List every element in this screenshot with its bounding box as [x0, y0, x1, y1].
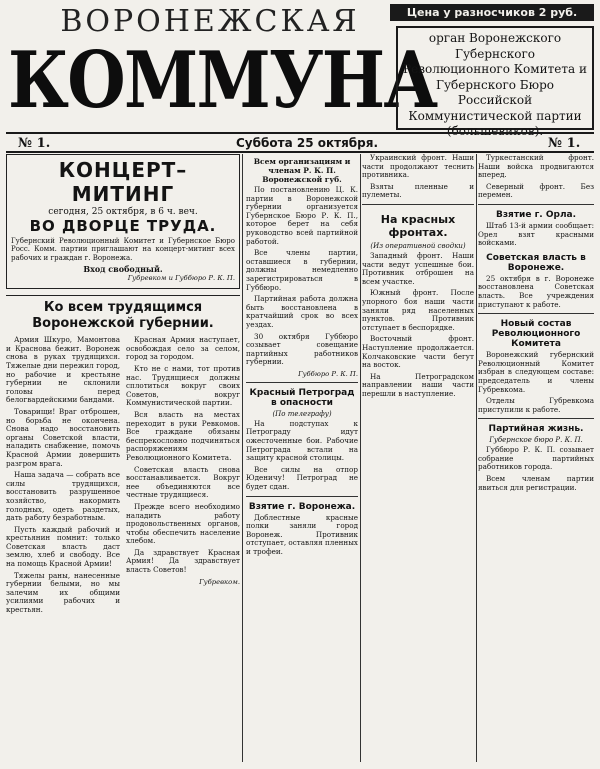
- paragraph: Штаб 13-й армии сообщает: Орел взят красными войсками.: [478, 220, 594, 248]
- paragraph: Партийная работа должна быть восстановлена в кратчайший срок во всех уездах.: [246, 294, 358, 329]
- price-banner: Цена у разносчиков 2 руб.: [390, 4, 594, 21]
- column-2: [246, 154, 358, 762]
- paragraph: Армия Шкуро, Мамонтова и Краснова бежит. Воронеж снова в руках трудящихся. Тяжелые дни пережил город, но рабочие и крестьяне губернии не склонили головы перед белогвардейскими бандами.: [6, 335, 120, 405]
- concert-place: ВО ДВОРЦЕ ТРУДА.: [29, 217, 217, 235]
- party-notice-headline: Всем организациям и членам Р. К. П. Воронежской губ.: [253, 157, 351, 184]
- lead-article-left: [6, 336, 120, 617]
- paragraph: Воронежский губернский Революционный Комитет избран в следующем составе: председатель и члены Губревкома.: [478, 350, 594, 394]
- paragraph: 30 октября Губбюро созывает совещание партийных работников губернии.: [246, 331, 358, 367]
- lead-article-body: [6, 336, 240, 617]
- paragraph: Все силы на отпор Юденичу! Петроград не будет сдан.: [246, 464, 358, 492]
- voronezh-headline: Взятие г. Воронежа.: [248, 501, 356, 512]
- soviet-power-headline: Советская власть в Воронеже.: [486, 252, 586, 273]
- column-4: [478, 154, 594, 762]
- paragraph: Тяжелы раны, нанесенные губернии белыми, но мы залечим их общими усилиями рабочих и крестьян.: [6, 570, 120, 615]
- divider: [246, 496, 358, 497]
- masthead-title-top: ВОРОНЕЖСКАЯ: [60, 4, 360, 39]
- organ-box: орган Воронежского Губернского Революционного Комитета и Губернского Бюро Российской Коммунистической партии (большевиков).: [396, 26, 594, 130]
- paragraph: Северный фронт. Без перемен.: [478, 181, 594, 200]
- paragraph: Товарищи! Враг отброшен, но борьба не окончена. Снова надо восстановить органы Советской власти, наладить снабжение, помочь Красной Армии довершить разгром врага.: [6, 406, 120, 468]
- party-life-headline: Партийная жизнь.: [488, 424, 584, 435]
- party-life-subhead: Губернское бюро Р. К. П.: [489, 436, 583, 445]
- party-notice-signature: Губбюро Р. К. П.: [298, 369, 358, 378]
- petrograd-subhead: (По телеграфу): [272, 409, 332, 418]
- paragraph: Всем членам партии явиться для регистрации.: [478, 474, 594, 492]
- paragraph: Пусть каждый рабочий и крестьянин помнит: только Советская власть даст землю, хлеб и свободу. Все на помощь Красной Армии!: [6, 524, 120, 569]
- issue-number-right: № 1.: [548, 136, 581, 151]
- column-3: [362, 154, 474, 762]
- paragraph: Восточный фронт. Наступление продолжается. Колчаковские части бегут на восток.: [362, 334, 474, 370]
- revcom-headline: Новый состав Революционного Комитета: [491, 319, 581, 350]
- column-1: [6, 154, 240, 762]
- paragraph: Туркестанский фронт. Наши войска продвигаются вперед.: [478, 154, 594, 180]
- paragraph: Вся власть на местах переходит в руки Ревкомов. Все граждане обязаны беспрекословно подчиняться распоряжениям Революционного Комитета.: [126, 409, 240, 462]
- paragraph: Прежде всего необходимо наладить работу продовольственных органов, чтобы обеспечить население хлебом.: [126, 501, 240, 546]
- divider: [478, 204, 594, 205]
- paragraph: Наша задача — собрать все силы трудящихся, восстановить разрушенное хозяйство, накормить голодных, одеть раздетых, дать работу безработным.: [6, 470, 120, 523]
- fronts-headline: На красных фронтах.: [380, 212, 456, 239]
- concert-title: КОНЦЕРТ–МИТИНГ: [58, 158, 188, 206]
- paragraph: Да здравствует Красная Армия! Да здравствует власть Советов!: [126, 547, 240, 575]
- paragraph: На Петроградском направлении наши части перешли в наступление.: [362, 371, 474, 398]
- column-divider: [476, 154, 477, 762]
- lead-article-signature: Губревком.: [199, 577, 240, 586]
- paragraph: Украинский фронт. Наши части продолжают теснить противника.: [362, 154, 474, 180]
- masthead-rule-top: [6, 132, 594, 134]
- concert-date: сегодня, 25 октября, в 6 ч. веч.: [48, 207, 198, 217]
- paragraph: Все члены партии, оставшиеся в губернии, должны немедленно зарегистрироваться в Губбюро.: [246, 248, 358, 292]
- concert-signature: Губревком и Губбюро Р. К. П.: [127, 274, 235, 283]
- divider: [478, 313, 594, 314]
- fronts-subhead: (Из оперативной сводки): [370, 241, 466, 250]
- masthead-title-main: КОММУНА: [8, 35, 437, 126]
- paragraph: 25 октября в г. Воронеже восстановлена Советская власть. Все учреждения приступают к работе.: [478, 273, 594, 309]
- paragraph: Губбюро Р. К. П. созывает собрание партийных работников города.: [478, 445, 594, 472]
- paragraph: Доблестные красные полки заняли город Воронеж. Противник отступает, оставляя пленных и трофеи.: [246, 512, 358, 556]
- lead-article-right: [126, 336, 240, 617]
- lead-article-headline: Ко всем трудящимся Воронежской губернии.: [6, 295, 240, 332]
- paragraph: По постановлению Ц. К. партии в Воронежской губернии организуется Губернское Бюро Р. К. П., которое берет на себя руководство всей партийной работой.: [246, 185, 358, 246]
- paragraph: Южный фронт. После упорного боя наши части заняли ряд населенных пунктов. Противник отступает в беспорядке.: [362, 288, 474, 332]
- divider: [362, 204, 474, 205]
- column-divider: [242, 154, 243, 762]
- concert-entry: Вход свободный.: [83, 264, 163, 275]
- petrograd-headline: Красный Петроград в опасности: [249, 387, 355, 408]
- concert-text: Губернский Революционный Комитет и Губернское Бюро Росс. Комм. партии приглашают на концерт-митинг всех рабочих и граждан г. Воронежа.: [11, 237, 235, 262]
- paragraph: Западный фронт. Наши части ведут успешные бои. Противник отброшен на всем участке.: [362, 250, 474, 286]
- paragraph: Кто не с нами, тот против нас. Трудящиеся должны сплотиться вокруг своих Советов, вокруг Коммунистической партии.: [126, 364, 240, 408]
- paragraph: Взяты пленные и пулеметы.: [362, 181, 474, 200]
- paragraph: На подступах к Петрограду идут ожесточенные бои. Рабочие Петрограда встали на защиту красной столицы.: [246, 418, 358, 463]
- masthead-rule-bottom: [6, 151, 594, 153]
- column-divider: [360, 154, 361, 762]
- paragraph: Советская власть снова восстанавливается. Вокруг нее объединяются все честные трудящиеся.: [126, 464, 240, 500]
- issue-date: Суббота 25 октября.: [236, 136, 379, 150]
- concert-announcement: [6, 154, 240, 289]
- issue-number-left: № 1.: [18, 136, 51, 151]
- paragraph: Отделы Губревкома приступили к работе.: [478, 396, 594, 414]
- divider: [246, 382, 358, 383]
- orel-headline: Взятие г. Орла.: [495, 209, 577, 220]
- paragraph: Красная Армия наступает, освобождая село за селом, город за городом.: [126, 335, 240, 362]
- divider: [478, 418, 594, 419]
